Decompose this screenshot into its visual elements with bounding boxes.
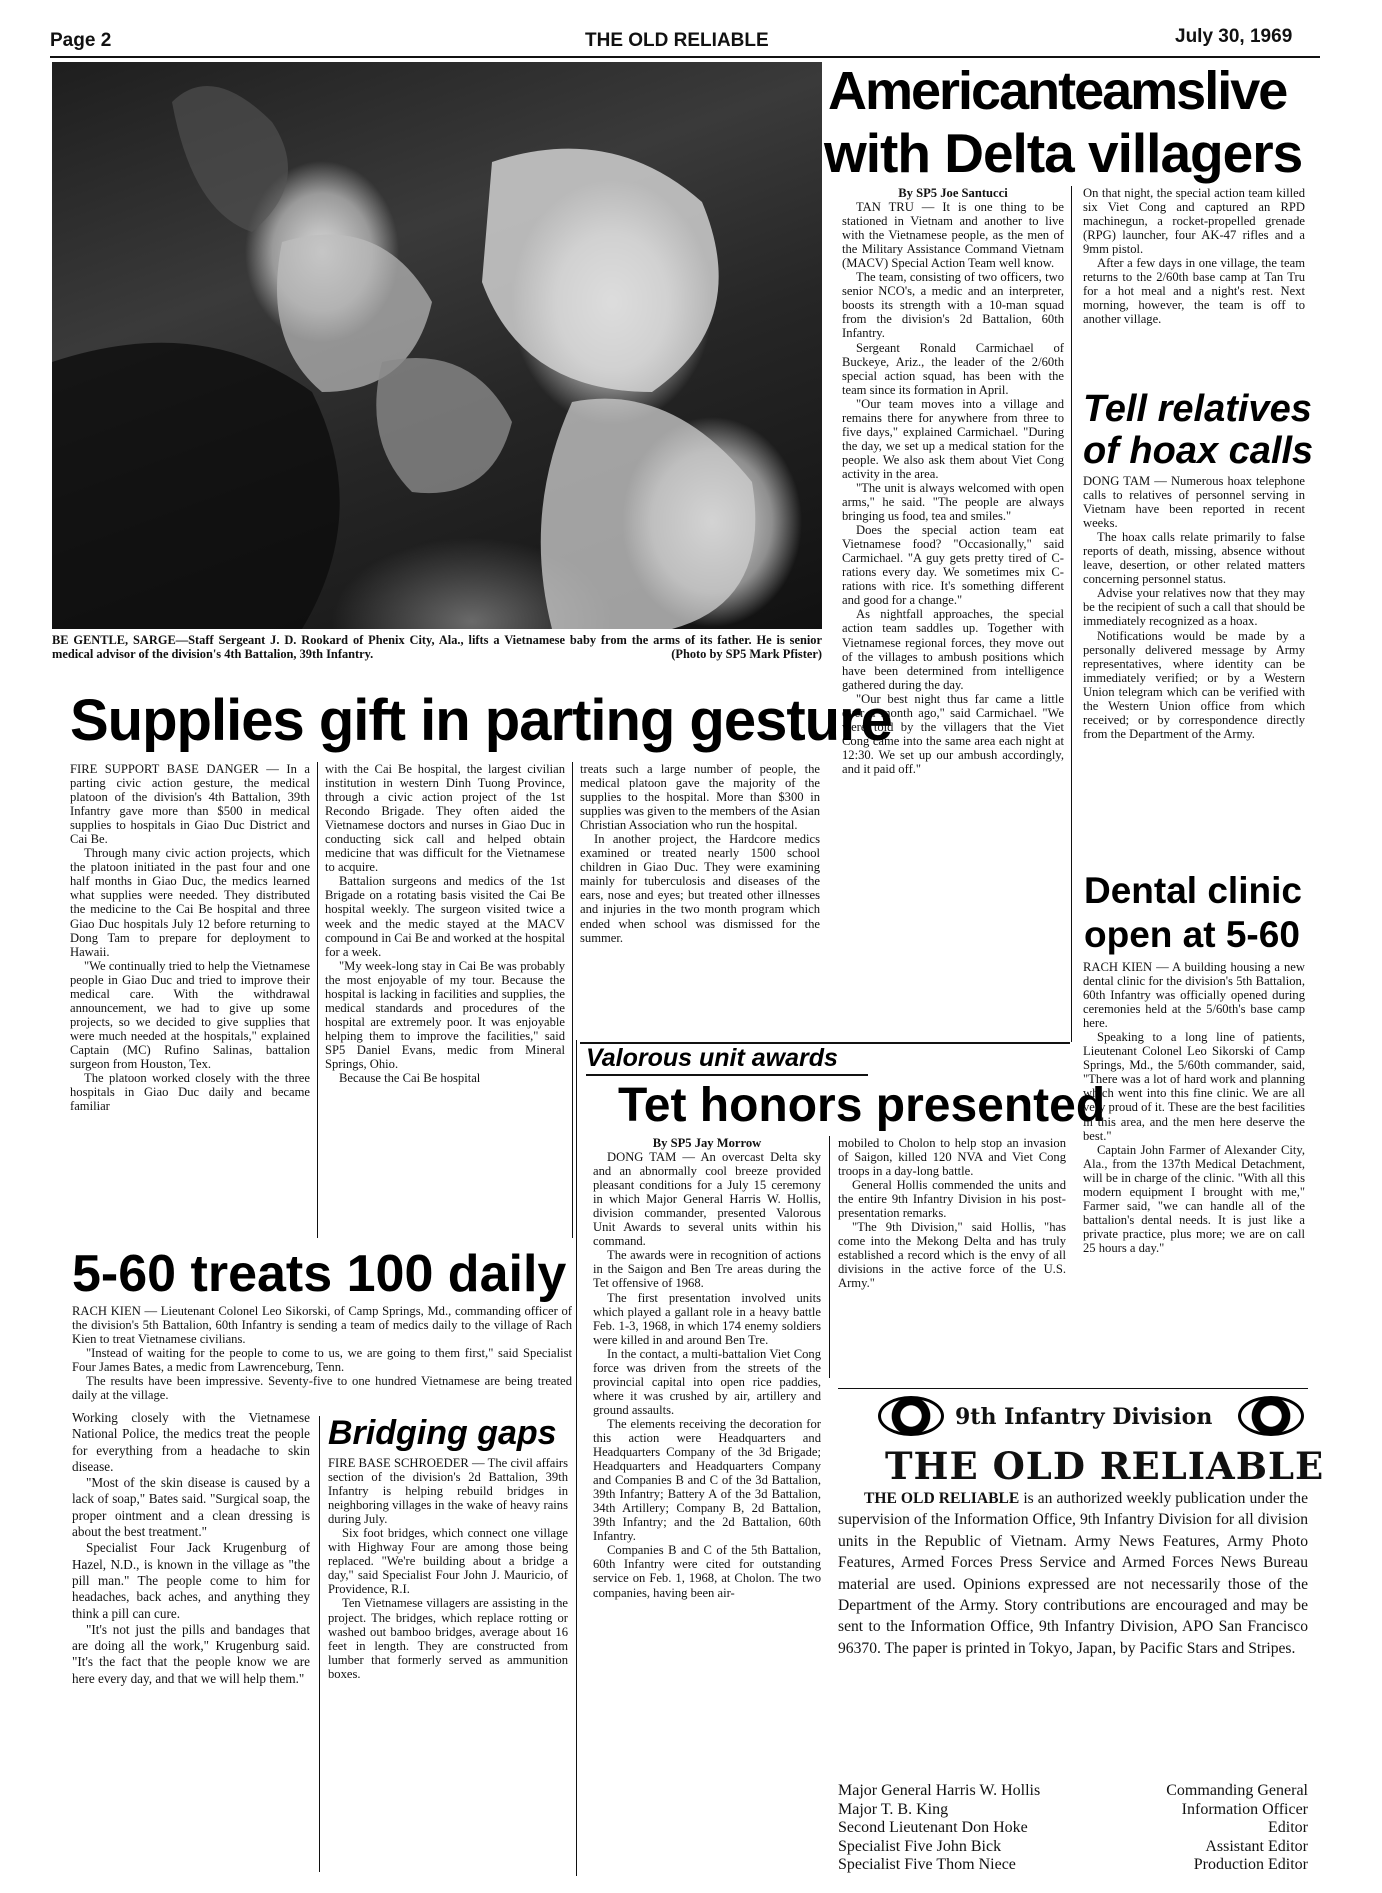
teams-paragraph: "The unit is always welcomed with open arms," he said. "The people are always bringing us food, tea and smiles.": [842, 480, 1064, 524]
staff-role: Assistant Editor: [1205, 1837, 1308, 1855]
staff-name: Specialist Five John Bick: [838, 1837, 1002, 1855]
kicker-rule: [586, 1074, 868, 1076]
masthead-rule: [838, 1388, 1308, 1389]
paper-name: THE OLD RELIABLE: [585, 30, 769, 51]
teams-headline-2: with Delta villagers: [824, 122, 1303, 184]
tet-paragraph: The awards were in recognition of actions in the Saigon and Ben Tre areas during the Tet offensive of 1968.: [593, 1248, 821, 1291]
staff-row: [838, 1838, 1308, 1857]
hoax-headline-1: Tell relatives: [1083, 388, 1312, 430]
tet-paragraph: General Hollis commended the units and the entire 9th Infantry Division in his post-presentation remarks.: [838, 1178, 1066, 1221]
treats-paragraph: "It's not just the pills and bandages that are doing all the work," Krugenburg said. "It's the fact that the people know we are here every day, and that we will help them.": [72, 1621, 310, 1686]
staff-role: Commanding General: [1166, 1782, 1308, 1799]
page-number: Page 2: [50, 30, 112, 51]
supplies-paragraph: In another project, the Hardcore medics examined or treated nearly 1500 school children in Giao Duc. They were examining mainly for tuberculosis and diseases of the ears, nose and eyes; but treated other illnesses and injuries in the two month program which ended when school was dismissed for the summer.: [580, 832, 820, 945]
bridging-paragraph: Six foot bridges, which connect one village with Highway Four are among those being replaced. "We're building about a bridge a day," said Specialist Four John J. Mauricio, of Providence, R.I.: [328, 1526, 568, 1597]
treats-paragraph: "Most of the skin disease is caused by a lack of soap," Bates said. "Surgical soap, the proper ointment and a clean dressing is about the best treatment.": [72, 1475, 310, 1540]
staff-name: Major General Harris W. Hollis: [838, 1782, 1041, 1799]
supplies-paragraph: with the Cai Be hospital, the largest civilian institution in western Dinh Tuong Province, through a civic action project of the 1st Recondo Brigade. They often aided the Vietnamese doctors and nurses in Giao Duc in conducting sick call and helped obtain medicine that was difficult for the Vietnamese to acquire.: [325, 762, 565, 875]
header-rule: [50, 56, 1320, 58]
treats-paragraph: Specialist Four Jack Krugenburg of Hazel, N.D., is known in the village as "the pill man." The people come to him for headaches, back aches, and anything they think a pill can cure.: [72, 1540, 310, 1621]
hoax-paragraph: Notifications would be made by a personally delivered message by Army representatives, where identity can be immediately verified; or by a Western Union telegram which can be verified with the Western Union office from which received; or by correspondence directly from the Department of the Army.: [1083, 628, 1305, 741]
teams-paragraph: The team, consisting of two officers, two senior NCO's, a medic and an interpreter, boosts its strength with a 10-man squad from the division's 2d Battalion, 60th Infantry.: [842, 270, 1064, 341]
teams-paragraph: As nightfall approaches, the special action team saddles up. Together with Vietnamese regional forces, they move out of the villages to ambush positions which have been determined from intelligence gathered during the day.: [842, 607, 1064, 692]
supplies-column-2: [325, 762, 565, 1240]
staff-row: [838, 1819, 1308, 1838]
tet-paragraph: The elements receiving the decoration for this action were Headquarters and Headquarters Company of the 3d Brigade; Headquarters and Headquarters Company and Companies B and C of the 3d Battalion, 39th Infantry; Battery A of the 3d Battalion, 34th Artillery; Company B, 2d Battalion, 39th Infantry; and the 2d Battalion, 60th Infantry.: [593, 1416, 821, 1544]
dental-column: [1083, 960, 1305, 1380]
masthead-title: THE OLD RELIABLE: [885, 1444, 1325, 1488]
division-insignia-icon: [1238, 1396, 1304, 1436]
supplies-paragraph: Battalion surgeons and medics of the 1st Brigade on a rotating basis visited the Cai Be hospital weekly. The surgeon visited twice a week and the medic stayed at the MACV compound in Cai Be and worked at the hospital for a week.: [325, 874, 565, 959]
supplies-paragraph: The platoon worked closely with the three hospitals in Giao Duc daily and became familiar: [70, 1071, 310, 1114]
masthead-statement-lead: THE OLD RELIABLE: [864, 1490, 1020, 1507]
hoax-paragraph: The hoax calls relate primarily to false reports of death, missing, absence without leave, desertion, or other related matters concerning personnel status.: [1083, 530, 1305, 587]
staff-role: Editor: [1268, 1819, 1308, 1836]
tet-paragraph: mobiled to Cholon to help stop an invasion of Saigon, killed 120 NVA and Viet Cong troops in a day-long battle.: [838, 1136, 1066, 1179]
staff-name: Major T. B. King: [838, 1800, 949, 1818]
hoax-paragraph: Advise your relatives now that they may be the recipient of such a call that should be immediately recognized as a hoax.: [1083, 586, 1305, 629]
teams-paragraph: Does the special action team eat Vietnamese food? "Occasionally," said Carmichael. "A guy gets pretty tired of C-rations every day. We sometimes mix C-rations with rice. It's something different and good for a change.": [842, 523, 1064, 608]
teams-paragraph: On that night, the special action team killed six Viet Cong and captured an RPD machinegun, a rocket-propelled grenade (RPG) launcher, four AK-47 rifles and a 9mm pistol.: [1083, 186, 1305, 257]
supplies-paragraph: Through many civic action projects, which the platoon initiated in the past four and one half months in Giao Duc, the medics learned what supplies were needed. They distributed the medicine to the Cai Be hospital and three Giao Duc hospitals July 12 before returning to Dong Tam to prepare for deployment to Hawaii.: [70, 846, 310, 959]
supplies-column-1: [70, 762, 310, 1240]
supplies-paragraph: "My week-long stay in Cai Be was probably the most enjoyable of my tour. Because the hospital is lacking in facilities and supplies, the medical standards and procedures of the hospital are extremely poor. It was enjoyable helping them to improve the facilities," said SP5 Daniel Evans, medic from Mineral Springs, Ohio.: [325, 958, 565, 1071]
column-rule: [317, 762, 318, 1238]
staff-row: [838, 1856, 1308, 1875]
dental-headline-1: Dental clinic: [1084, 870, 1302, 911]
supplies-paragraph: Because the Cai Be hospital: [339, 1071, 481, 1086]
treats-paragraph: The results have been impressive. Seventy-five to one hundred Vietnamese are being treated daily at the village.: [72, 1374, 572, 1403]
dental-paragraph: Speaking to a long line of patients, Lieutenant Colonel Leo Sikorski of Camp Springs, Md., the 5/60th commander, said, "There was a lot of hard work and planning which went into this fine clinic. We are all very proud of it. These are the best facilities in this area, and the men here deserve the best.": [1083, 1030, 1305, 1143]
hoax-headline-2: of hoax calls: [1083, 430, 1314, 472]
division-insignia-icon: [878, 1396, 944, 1436]
teams-headline-1: Americanteamslive: [828, 61, 1287, 121]
teams-paragraph: "Our best night thus far came a little over a month ago," said Carmichael. "We were told by the villagers that the Viet Cong came into the same area each night at 12:30. We set up our ambush accordingly, and it paid off.": [842, 691, 1064, 776]
tet-byline: By SP5 Jay Morrow: [652, 1136, 762, 1150]
staff-role: Information Officer: [1181, 1800, 1308, 1818]
tet-paragraph: "The 9th Division," said Hollis, "has come into the Mekong Delta and has truly established a record which is the envy of all divisions in the active force of the U.S. Army.": [838, 1220, 1066, 1291]
valorous-kicker: Valorous unit awards: [586, 1044, 838, 1072]
caption-text: Staff Sergeant J. D. Rookard of Phenix City, Ala., lifts a Vietnamese baby from the arms of its father. He is senior medical advisor of the division's 4th Battalion, 39th Infantry.: [52, 633, 822, 661]
supplies-paragraph: "We continually tried to help the Vietnamese people in Giao Duc and tried to improve their medical care. With the withdrawal announcement, we had to give up some projects, so we decided to give supplies that were much needed at the hospitals," explained Captain (MC) Rufino Salinas, battalion surgeon from Houston, Tex.: [70, 958, 310, 1071]
staff-name: Specialist Five Thom Niece: [838, 1856, 1016, 1873]
masthead-statement: [838, 1488, 1308, 1659]
masthead-division: 9th Infantry Division: [955, 1404, 1213, 1430]
teams-paragraph: TAN TRU — It is one thing to be stationed in Vietnam and another to live with the Vietnamese people, as the men of the Military Assistance Command Vietnam (MACV) Special Action Team well know.: [842, 200, 1064, 271]
photo-shapes-icon: [52, 62, 822, 629]
column-rule: [1071, 186, 1072, 1042]
column-rule: [319, 1416, 320, 1872]
bridging-headline: Bridging gaps: [328, 1414, 557, 1452]
column-rule: [829, 1136, 830, 1378]
bridging-paragraph: FIRE BASE SCHROEDER — The civil affairs section of the division's 2d Battalion, 39th Infantry is helping rebuild bridges in neighboring villages in the wake of heavy rains during July.: [328, 1456, 568, 1527]
treats-paragraph: RACH KIEN — Lieutenant Colonel Leo Sikorski, of Camp Springs, Md., commanding officer of the division's 5th Battalion, 60th Infantry is sending a team of medics daily to the village of Rach Kien to treat Vietnamese civilians.: [72, 1304, 572, 1347]
staff-row: [838, 1801, 1308, 1820]
tet-paragraph: The first presentation involved units which played a gallant role in a heavy battle Feb. 1-3, 1968, in which 174 enemy soldiers were killed in and around Ben Tre.: [593, 1290, 821, 1347]
bridging-column: [328, 1456, 568, 1876]
hoax-paragraph: DONG TAM — Numerous hoax telephone calls to relatives of personnel serving in Vietnam have been reported in recent weeks.: [1083, 474, 1305, 531]
treats-paragraph: "Instead of waiting for the people to come to us, we are going to them first," said Specialist Four James Bates, a medic from Lawrenceburg, Tenn.: [72, 1346, 572, 1375]
teams-column-2: [1083, 186, 1305, 376]
issue-date: July 30, 1969: [1175, 26, 1293, 47]
treats-paragraph: Working closely with the Vietnamese National Police, the medics treat the people for everything from a headache to skin disease.: [72, 1410, 310, 1474]
hoax-column: [1083, 474, 1305, 854]
staff-row: [838, 1782, 1308, 1801]
dental-paragraph: RACH KIEN — A building housing a new dental clinic for the division's 5th Battalion, 60th Infantry was officially opened during ceremonies held at the 5/60th's base camp here.: [1083, 960, 1305, 1031]
column-rule: [576, 1040, 577, 1876]
teams-column-1: [842, 186, 1064, 1044]
teams-paragraph: "Our team moves into a village and remains there for anywhere from three to five days," explained Carmichael. "During the day, we set up a medical station for the people. We also ask them about Viet Cong activity in the area.: [842, 396, 1064, 481]
photo-caption: [52, 633, 822, 661]
supplies-paragraph: treats such a large number of people, the medical platoon gave the majority of the supplies to the hospital. More than $300 in supplies was given to the members of the Asian Christian Association who run the hospital.: [580, 762, 820, 833]
dental-headline-2: open at 5-60: [1084, 914, 1300, 955]
staff-list: [838, 1782, 1308, 1875]
tet-paragraph: DONG TAM — An overcast Delta sky and an abnormally cool breeze provided pleasant conditions for a July 15 ceremony in which Major General Harris W. Hollis, division commander, presented Valorous Unit Awards to several units within his command.: [593, 1150, 821, 1249]
tet-column-1: [593, 1136, 821, 1876]
staff-role: Production Editor: [1193, 1856, 1308, 1873]
teams-byline: By SP5 Joe Santucci: [898, 186, 1008, 200]
treats-headline: 5-60 treats 100 daily: [72, 1245, 567, 1303]
column-rule: [572, 762, 573, 1238]
photo-medic-with-baby: [52, 62, 822, 629]
tet-paragraph: Companies B and C of the 5th Battalion, 60th Infantry were cited for outstanding service on Feb. 1, 1968, at Cholon. The two companies, having been air-: [593, 1543, 821, 1600]
treats-column: [72, 1410, 310, 1872]
treats-lead: [72, 1304, 572, 1408]
supplies-headline: Supplies gift in parting gesture: [70, 688, 892, 753]
tet-headline: Tet honors presented: [618, 1079, 1106, 1132]
dental-paragraph: Captain John Farmer of Alexander City, Ala., from the 137th Medical Detachment, will be in charge of the clinic. "With all this modern equipment I brought with me," Farmer said, "we can handle all of the battalion's dental needs. It is just like a private practice, plus more; we are on call 25 hours a day.": [1083, 1142, 1305, 1255]
tet-column-2: [838, 1136, 1066, 1376]
caption-lead: BE GENTLE, SARGE—: [52, 633, 189, 647]
bridging-paragraph: Ten Vietnamese villagers are assisting in the project. The bridges, which replace rotting or washed out bamboo bridges, average about 16 feet in length. They are constructed from lumber that formerly served as ammunition boxes.: [328, 1596, 568, 1681]
supplies-column-3: [580, 762, 820, 1040]
staff-name: Second Lieutenant Don Hoke: [838, 1819, 1028, 1836]
supplies-paragraph: FIRE SUPPORT BASE DANGER — In a parting civic action gesture, the medical platoon of the division's 4th Battalion, 39th Infantry gave more than $500 in medical supplies to hospitals in Giao Duc District and Cai Be.: [70, 762, 310, 847]
masthead-statement-text: is an authorized weekly publication under the supervision of the Information Office, 9th Infantry Division for all division units in the Republic of Vietnam. Army News Features, Army Photo Features, Armed Forces Press Service and Armed Forces News Bureau material are used. Opinions expressed are not necessarily those of the Department of the Army. Story contributions are encouraged and may be sent to the Information Office, 9th Infantry Division, APO San Francisco 96370. The paper is printed in Tokyo, Japan, by Pacific Stars and Stripes.: [838, 1490, 1308, 1657]
teams-paragraph: After a few days in one village, the team returns to the 2/60th base camp at Tan Tru for a hot meal and a night's rest. Next morning, however, the team is off to another village.: [1083, 256, 1305, 327]
photo-credit: (Photo by SP5 Mark Pfister): [671, 647, 822, 661]
tet-paragraph: In the contact, a multi-battalion Viet Cong force was driven from the streets of the provincial capital into open rice paddies, where it was crushed by air, artillery and ground assaults.: [593, 1346, 821, 1417]
teams-paragraph: Sergeant Ronald Carmichael of Buckeye, Ariz., the leader of the 2/60th special action squad, has been with the team since its formation in April.: [842, 340, 1064, 397]
